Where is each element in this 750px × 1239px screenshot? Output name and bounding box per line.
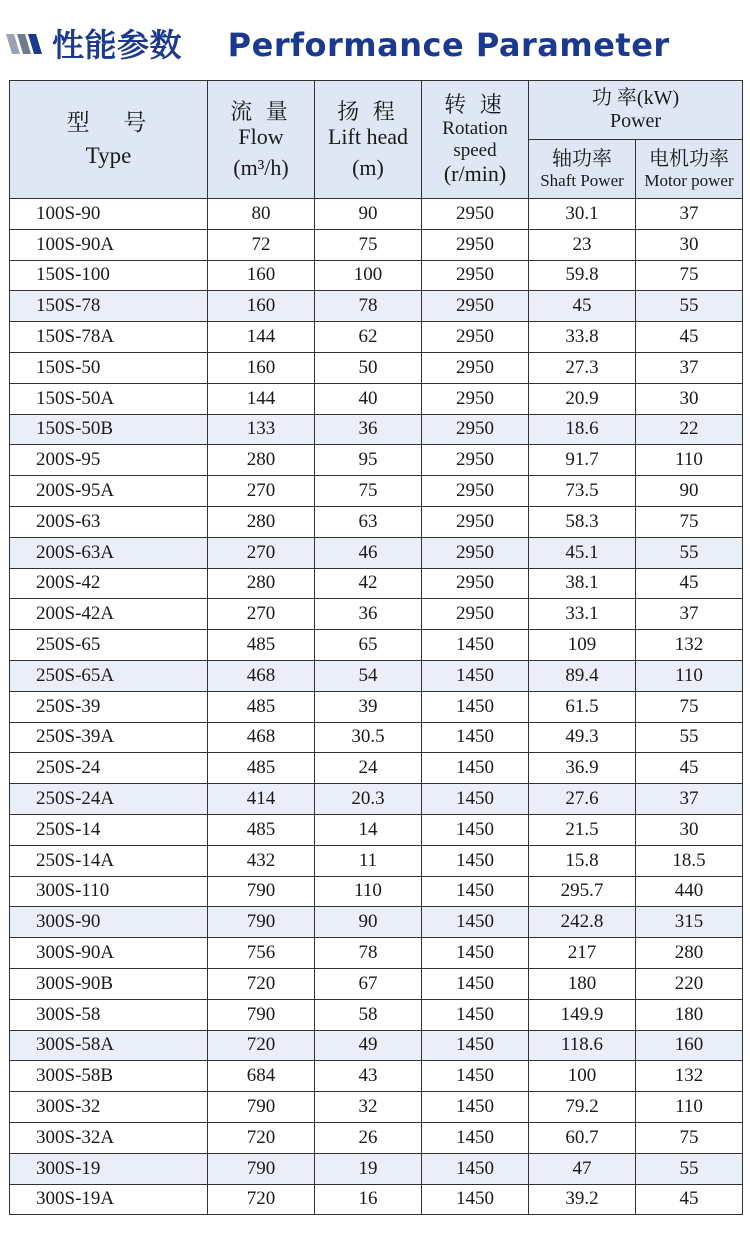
cell-motor-power: 55 xyxy=(636,537,743,568)
cell-flow: 160 xyxy=(208,352,315,383)
cell-flow: 790 xyxy=(208,876,315,907)
table-row xyxy=(10,445,743,476)
cell-lift-head: 75 xyxy=(315,476,422,507)
table-row xyxy=(10,260,743,291)
table-row xyxy=(10,753,743,784)
cell-motor-power: 315 xyxy=(636,907,743,938)
cell-speed: 2950 xyxy=(422,322,529,353)
cell-flow: 485 xyxy=(208,814,315,845)
table-row xyxy=(10,383,743,414)
cell-speed: 1450 xyxy=(422,1184,529,1215)
cell-shaft-power: 242.8 xyxy=(529,907,636,938)
table-header xyxy=(10,81,743,199)
cell-type: 200S-63A xyxy=(10,537,208,568)
cell-type: 200S-42A xyxy=(10,599,208,630)
cell-shaft-power: 27.3 xyxy=(529,352,636,383)
cell-motor-power: 55 xyxy=(636,291,743,322)
cell-motor-power: 55 xyxy=(636,722,743,753)
cell-speed: 1450 xyxy=(422,968,529,999)
cell-motor-power: 45 xyxy=(636,568,743,599)
cell-shaft-power: 27.6 xyxy=(529,784,636,815)
cell-motor-power: 75 xyxy=(636,506,743,537)
cell-flow: 720 xyxy=(208,1184,315,1215)
cell-lift-head: 30.5 xyxy=(315,722,422,753)
cell-speed: 1450 xyxy=(422,691,529,722)
cell-lift-head: 39 xyxy=(315,691,422,722)
cell-motor-power: 160 xyxy=(636,1030,743,1061)
table-body xyxy=(10,199,743,1215)
cell-shaft-power: 36.9 xyxy=(529,753,636,784)
page-title xyxy=(52,20,670,66)
cell-lift-head: 78 xyxy=(315,938,422,969)
cell-lift-head: 100 xyxy=(315,260,422,291)
cell-flow: 280 xyxy=(208,506,315,537)
table-row xyxy=(10,229,743,260)
cell-speed: 1450 xyxy=(422,1061,529,1092)
cell-lift-head: 54 xyxy=(315,660,422,691)
cell-type: 150S-100 xyxy=(10,260,208,291)
cell-lift-head: 36 xyxy=(315,414,422,445)
page-title-en: Performance Parameter xyxy=(227,26,670,64)
cell-flow: 144 xyxy=(208,383,315,414)
table-row xyxy=(10,1153,743,1184)
cell-flow: 160 xyxy=(208,291,315,322)
cell-speed: 1450 xyxy=(422,999,529,1030)
table-row xyxy=(10,907,743,938)
cell-type: 250S-24A xyxy=(10,784,208,815)
cell-type: 250S-39A xyxy=(10,722,208,753)
table-row xyxy=(10,722,743,753)
cell-flow: 485 xyxy=(208,691,315,722)
cell-shaft-power: 38.1 xyxy=(529,568,636,599)
cell-speed: 1450 xyxy=(422,907,529,938)
table-row xyxy=(10,414,743,445)
cell-shaft-power: 61.5 xyxy=(529,691,636,722)
cell-type: 250S-14A xyxy=(10,845,208,876)
cell-lift-head: 24 xyxy=(315,753,422,784)
cell-motor-power: 110 xyxy=(636,660,743,691)
cell-type: 100S-90 xyxy=(10,199,208,230)
cell-lift-head: 20.3 xyxy=(315,784,422,815)
cell-lift-head: 36 xyxy=(315,599,422,630)
cell-shaft-power: 23 xyxy=(529,229,636,260)
cell-shaft-power: 39.2 xyxy=(529,1184,636,1215)
cell-lift-head: 49 xyxy=(315,1030,422,1061)
cell-motor-power: 45 xyxy=(636,753,743,784)
table-row xyxy=(10,1092,743,1123)
cell-shaft-power: 15.8 xyxy=(529,845,636,876)
cell-speed: 2950 xyxy=(422,599,529,630)
cell-speed: 2950 xyxy=(422,476,529,507)
cell-speed: 2950 xyxy=(422,506,529,537)
cell-lift-head: 32 xyxy=(315,1092,422,1123)
cell-motor-power: 90 xyxy=(636,476,743,507)
cell-type: 150S-50 xyxy=(10,352,208,383)
cell-type: 300S-19A xyxy=(10,1184,208,1215)
cell-speed: 1450 xyxy=(422,660,529,691)
cell-flow: 432 xyxy=(208,845,315,876)
table-row xyxy=(10,352,743,383)
table-row xyxy=(10,568,743,599)
header-shaft-power: 轴功率 Shaft Power xyxy=(529,140,636,199)
cell-lift-head: 90 xyxy=(315,199,422,230)
cell-speed: 1450 xyxy=(422,814,529,845)
cell-shaft-power: 89.4 xyxy=(529,660,636,691)
cell-speed: 2950 xyxy=(422,291,529,322)
cell-speed: 1450 xyxy=(422,876,529,907)
cell-shaft-power: 45.1 xyxy=(529,537,636,568)
cell-shaft-power: 20.9 xyxy=(529,383,636,414)
cell-motor-power: 75 xyxy=(636,691,743,722)
cell-type: 300S-58B xyxy=(10,1061,208,1092)
cell-flow: 133 xyxy=(208,414,315,445)
cell-lift-head: 16 xyxy=(315,1184,422,1215)
cell-motor-power: 37 xyxy=(636,784,743,815)
cell-flow: 468 xyxy=(208,660,315,691)
header-power: 功 率(kW) Power xyxy=(529,81,743,140)
header-type: 型 号 Type xyxy=(10,81,208,199)
cell-motor-power: 45 xyxy=(636,1184,743,1215)
table-row xyxy=(10,999,743,1030)
cell-lift-head: 26 xyxy=(315,1122,422,1153)
cell-flow: 756 xyxy=(208,938,315,969)
cell-speed: 1450 xyxy=(422,753,529,784)
cell-lift-head: 58 xyxy=(315,999,422,1030)
cell-flow: 485 xyxy=(208,753,315,784)
table-row xyxy=(10,876,743,907)
cell-shaft-power: 33.1 xyxy=(529,599,636,630)
cell-speed: 2950 xyxy=(422,383,529,414)
cell-flow: 684 xyxy=(208,1061,315,1092)
table-row xyxy=(10,814,743,845)
cell-speed: 1450 xyxy=(422,1092,529,1123)
cell-shaft-power: 58.3 xyxy=(529,506,636,537)
cell-flow: 468 xyxy=(208,722,315,753)
cell-motor-power: 75 xyxy=(636,260,743,291)
table-row xyxy=(10,291,743,322)
table-row xyxy=(10,968,743,999)
cell-shaft-power: 118.6 xyxy=(529,1030,636,1061)
cell-speed: 1450 xyxy=(422,1030,529,1061)
cell-motor-power: 22 xyxy=(636,414,743,445)
cell-lift-head: 46 xyxy=(315,537,422,568)
cell-shaft-power: 100 xyxy=(529,1061,636,1092)
cell-lift-head: 75 xyxy=(315,229,422,260)
cell-lift-head: 90 xyxy=(315,907,422,938)
performance-table xyxy=(9,80,743,1215)
cell-shaft-power: 47 xyxy=(529,1153,636,1184)
cell-speed: 1450 xyxy=(422,845,529,876)
table-row xyxy=(10,506,743,537)
cell-shaft-power: 45 xyxy=(529,291,636,322)
cell-shaft-power: 59.8 xyxy=(529,260,636,291)
cell-motor-power: 110 xyxy=(636,1092,743,1123)
cell-motor-power: 37 xyxy=(636,599,743,630)
cell-lift-head: 50 xyxy=(315,352,422,383)
cell-flow: 72 xyxy=(208,229,315,260)
cell-lift-head: 62 xyxy=(315,322,422,353)
cell-flow: 144 xyxy=(208,322,315,353)
table-row xyxy=(10,784,743,815)
cell-type: 150S-50A xyxy=(10,383,208,414)
cell-lift-head: 65 xyxy=(315,630,422,661)
header-motor-power: 电机功率 Motor power xyxy=(636,140,743,199)
cell-motor-power: 110 xyxy=(636,445,743,476)
cell-type: 300S-32A xyxy=(10,1122,208,1153)
cell-type: 300S-58A xyxy=(10,1030,208,1061)
cell-motor-power: 30 xyxy=(636,229,743,260)
cell-shaft-power: 295.7 xyxy=(529,876,636,907)
cell-flow: 270 xyxy=(208,537,315,568)
cell-flow: 720 xyxy=(208,1030,315,1061)
cell-speed: 2950 xyxy=(422,568,529,599)
cell-speed: 2950 xyxy=(422,199,529,230)
cell-speed: 1450 xyxy=(422,1153,529,1184)
cell-lift-head: 78 xyxy=(315,291,422,322)
cell-lift-head: 43 xyxy=(315,1061,422,1092)
cell-type: 300S-19 xyxy=(10,1153,208,1184)
header-flow: 流 量 Flow (m³/h) xyxy=(208,81,315,199)
table-row xyxy=(10,845,743,876)
cell-flow: 720 xyxy=(208,968,315,999)
cell-flow: 790 xyxy=(208,1092,315,1123)
cell-speed: 2950 xyxy=(422,414,529,445)
cell-type: 300S-90 xyxy=(10,907,208,938)
cell-type: 200S-95 xyxy=(10,445,208,476)
cell-type: 250S-39 xyxy=(10,691,208,722)
header-lift-head: 扬 程 Lift head (m) xyxy=(315,81,422,199)
cell-flow: 280 xyxy=(208,445,315,476)
table-row xyxy=(10,1030,743,1061)
cell-motor-power: 132 xyxy=(636,1061,743,1092)
cell-speed: 2950 xyxy=(422,260,529,291)
cell-flow: 790 xyxy=(208,1153,315,1184)
cell-shaft-power: 30.1 xyxy=(529,199,636,230)
cell-type: 300S-90A xyxy=(10,938,208,969)
cell-shaft-power: 217 xyxy=(529,938,636,969)
cell-motor-power: 55 xyxy=(636,1153,743,1184)
cell-shaft-power: 21.5 xyxy=(529,814,636,845)
table-row xyxy=(10,1122,743,1153)
cell-lift-head: 63 xyxy=(315,506,422,537)
cell-type: 200S-63 xyxy=(10,506,208,537)
cell-motor-power: 30 xyxy=(636,383,743,414)
cell-shaft-power: 79.2 xyxy=(529,1092,636,1123)
page-title-cn: 性能参数 xyxy=(52,26,183,64)
cell-motor-power: 18.5 xyxy=(636,845,743,876)
cell-flow: 720 xyxy=(208,1122,315,1153)
cell-type: 200S-42 xyxy=(10,568,208,599)
cell-speed: 1450 xyxy=(422,938,529,969)
header-speed: 转 速 Rotation speed (r/min) xyxy=(422,81,529,199)
cell-motor-power: 280 xyxy=(636,938,743,969)
cell-type: 250S-65 xyxy=(10,630,208,661)
cell-speed: 1450 xyxy=(422,1122,529,1153)
cell-motor-power: 30 xyxy=(636,814,743,845)
cell-flow: 270 xyxy=(208,476,315,507)
cell-type: 250S-14 xyxy=(10,814,208,845)
cell-lift-head: 42 xyxy=(315,568,422,599)
cell-type: 200S-95A xyxy=(10,476,208,507)
cell-speed: 2950 xyxy=(422,352,529,383)
cell-motor-power: 180 xyxy=(636,999,743,1030)
table-row xyxy=(10,1184,743,1215)
cell-type: 150S-50B xyxy=(10,414,208,445)
cell-speed: 2950 xyxy=(422,537,529,568)
table-row xyxy=(10,476,743,507)
cell-motor-power: 75 xyxy=(636,1122,743,1153)
cell-type: 150S-78A xyxy=(10,322,208,353)
table-row xyxy=(10,199,743,230)
cell-lift-head: 40 xyxy=(315,383,422,414)
cell-lift-head: 67 xyxy=(315,968,422,999)
cell-motor-power: 37 xyxy=(636,199,743,230)
table-row xyxy=(10,660,743,691)
cell-motor-power: 37 xyxy=(636,352,743,383)
cell-flow: 80 xyxy=(208,199,315,230)
cell-flow: 270 xyxy=(208,599,315,630)
cell-shaft-power: 49.3 xyxy=(529,722,636,753)
cell-lift-head: 110 xyxy=(315,876,422,907)
cell-type: 150S-78 xyxy=(10,291,208,322)
cell-motor-power: 132 xyxy=(636,630,743,661)
table-row xyxy=(10,322,743,353)
cell-type: 300S-90B xyxy=(10,968,208,999)
cell-motor-power: 220 xyxy=(636,968,743,999)
cell-shaft-power: 149.9 xyxy=(529,999,636,1030)
cell-flow: 790 xyxy=(208,907,315,938)
cell-speed: 2950 xyxy=(422,229,529,260)
cell-shaft-power: 33.8 xyxy=(529,322,636,353)
cell-shaft-power: 60.7 xyxy=(529,1122,636,1153)
table-row xyxy=(10,537,743,568)
title-stripes-icon xyxy=(6,30,42,58)
cell-lift-head: 95 xyxy=(315,445,422,476)
cell-speed: 1450 xyxy=(422,784,529,815)
title-bar xyxy=(0,0,750,78)
table-row xyxy=(10,691,743,722)
cell-type: 300S-110 xyxy=(10,876,208,907)
cell-type: 300S-32 xyxy=(10,1092,208,1123)
cell-lift-head: 19 xyxy=(315,1153,422,1184)
cell-lift-head: 14 xyxy=(315,814,422,845)
cell-flow: 414 xyxy=(208,784,315,815)
cell-shaft-power: 109 xyxy=(529,630,636,661)
cell-speed: 2950 xyxy=(422,445,529,476)
cell-shaft-power: 18.6 xyxy=(529,414,636,445)
cell-type: 250S-24 xyxy=(10,753,208,784)
cell-motor-power: 45 xyxy=(636,322,743,353)
cell-speed: 1450 xyxy=(422,722,529,753)
cell-flow: 485 xyxy=(208,630,315,661)
cell-shaft-power: 180 xyxy=(529,968,636,999)
cell-speed: 1450 xyxy=(422,630,529,661)
cell-flow: 280 xyxy=(208,568,315,599)
cell-shaft-power: 91.7 xyxy=(529,445,636,476)
table-row xyxy=(10,1061,743,1092)
cell-type: 300S-58 xyxy=(10,999,208,1030)
cell-flow: 160 xyxy=(208,260,315,291)
table-row xyxy=(10,630,743,661)
cell-lift-head: 11 xyxy=(315,845,422,876)
cell-motor-power: 440 xyxy=(636,876,743,907)
cell-shaft-power: 73.5 xyxy=(529,476,636,507)
table-row xyxy=(10,599,743,630)
cell-type: 100S-90A xyxy=(10,229,208,260)
table-row xyxy=(10,938,743,969)
cell-flow: 790 xyxy=(208,999,315,1030)
cell-type: 250S-65A xyxy=(10,660,208,691)
